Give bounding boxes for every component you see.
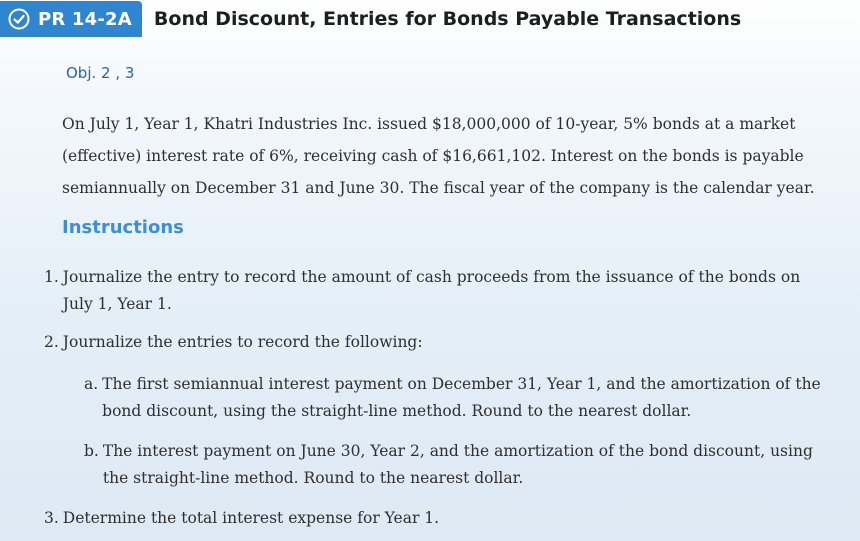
- instruction-item-2: [44, 329, 834, 356]
- check-circle-icon: [8, 8, 30, 30]
- objectives-label: Obj. 2 , 3: [66, 64, 135, 82]
- item-text: Journalize the entries to record the following:: [62, 333, 423, 351]
- problem-badge: [0, 1, 142, 37]
- instruction-item-1: [44, 264, 834, 318]
- item-number: 3.: [44, 509, 59, 527]
- subitem-text: The interest payment on June 30, Year 2, and the amortization of the bond discount, using the straight-line method. Round to the nearest dollar.: [102, 442, 813, 487]
- subitem-letter: a.: [84, 375, 99, 393]
- instruction-item-3: [44, 505, 834, 532]
- instruction-subitem-2a: [84, 371, 834, 425]
- problem-title: Bond Discount, Entries for Bonds Payable Transactions: [153, 8, 742, 30]
- subitem-text: The first semiannual interest payment on December 31, Year 1, and the amortization of the bond discount, using the straight-line method. Round to the nearest dollar.: [102, 375, 821, 420]
- problem-header: [0, 0, 741, 38]
- subitem-letter: b.: [84, 442, 99, 460]
- problem-intro: On July 1, Year 1, Khatri Industries Inc. issued $18,000,000 of 10-year, 5% bonds at a market (effective) interest rate of 6%, receiving cash of $16,661,102. Interest on the bonds is payable semiannually on December 31 and June 30. The fiscal year of the company is the calendar year.: [62, 115, 815, 197]
- item-number: 1.: [44, 268, 59, 286]
- instructions-heading: Instructions: [62, 217, 184, 238]
- problem-number: PR 14-2A: [38, 8, 132, 30]
- item-number: 2.: [44, 333, 59, 351]
- item-text: Journalize the entry to record the amount of cash proceeds from the issuance of the bonds on July 1, Year 1.: [62, 268, 801, 313]
- instruction-subitem-2b: [84, 438, 834, 492]
- item-text: Determine the total interest expense for Year 1.: [62, 509, 440, 527]
